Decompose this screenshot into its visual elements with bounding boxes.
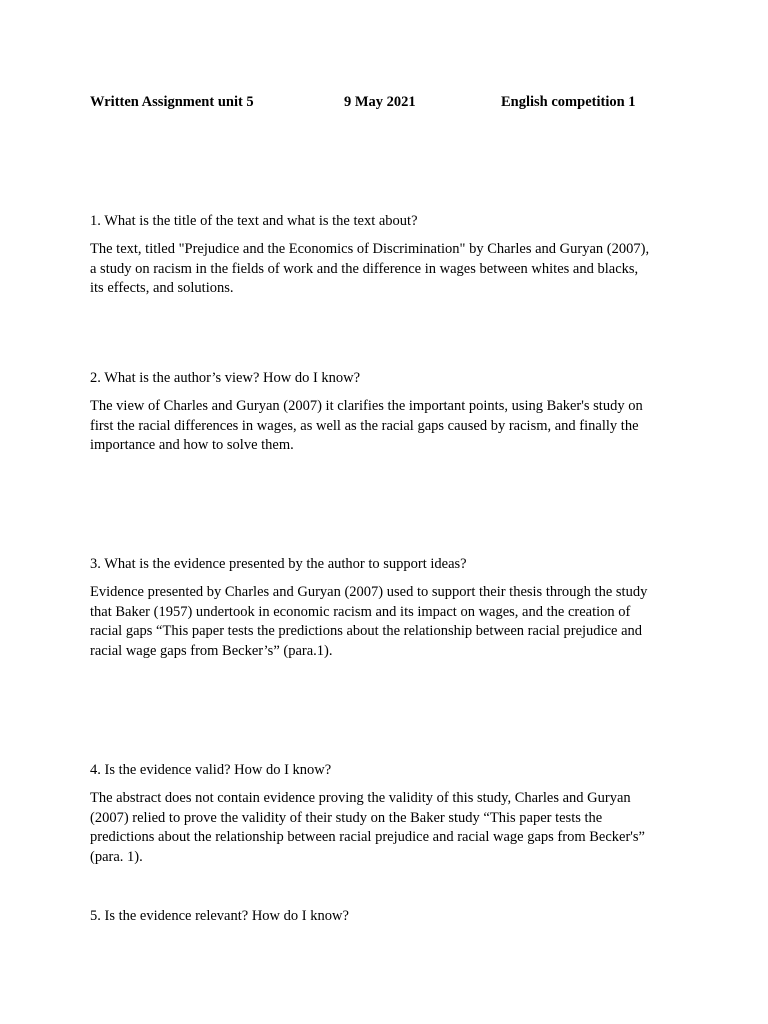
course-name: English competition 1 [501,94,636,110]
answer-line: (para. 1). [90,848,143,865]
question-1: 1. What is the title of the text and what is the text about? [90,213,418,229]
assignment-date: 9 May 2021 [344,94,416,110]
answer-line: (2007) relied to prove the validity of their study on the Baker study “This paper tests the [90,809,603,826]
answer-line: predictions about the relationship between racial prejudice and racial wage gaps from Becker's” [90,829,645,846]
assignment-title: Written Assignment unit 5 [90,94,254,110]
answer-line: that Baker (1957) undertook in economic racism and its impact on wages, and the creation of [90,603,631,620]
answer-1 [90,240,690,299]
answer-line: The abstract does not contain evidence proving the validity of this study, Charles and Guryan [90,790,631,806]
answer-2 [90,397,690,456]
answer-4 [90,789,690,867]
answer-line: The text, titled "Prejudice and the Economics of Discrimination" by Charles and Guryan (2007), [90,241,650,257]
question-5: 5. Is the evidence relevant? How do I know? [90,908,349,924]
answer-line: racial gaps “This paper tests the predictions about the relationship between racial prejudice and [90,623,642,640]
answer-3 [90,583,690,661]
answer-line: Evidence presented by Charles and Guryan (2007) used to support their thesis through the study [90,584,648,600]
question-3: 3. What is the evidence presented by the author to support ideas? [90,556,467,572]
answer-line: The view of Charles and Guryan (2007) it clarifies the important points, using Baker's study on [90,398,643,414]
answer-line: first the racial differences in wages, as well as the racial gaps caused by racism, and finally the [90,417,639,434]
answer-line: importance and how to solve them. [90,437,294,454]
answer-line: a study on racism in the fields of work and the difference in wages between whites and blacks, [90,260,639,277]
question-4: 4. Is the evidence valid? How do I know? [90,762,332,778]
document-header [90,94,690,114]
answer-line: its effects, and solutions. [90,280,234,297]
answer-line: racial wage gaps from Becker’s” (para.1). [90,642,333,659]
question-2: 2. What is the author’s view? How do I know? [90,370,361,386]
